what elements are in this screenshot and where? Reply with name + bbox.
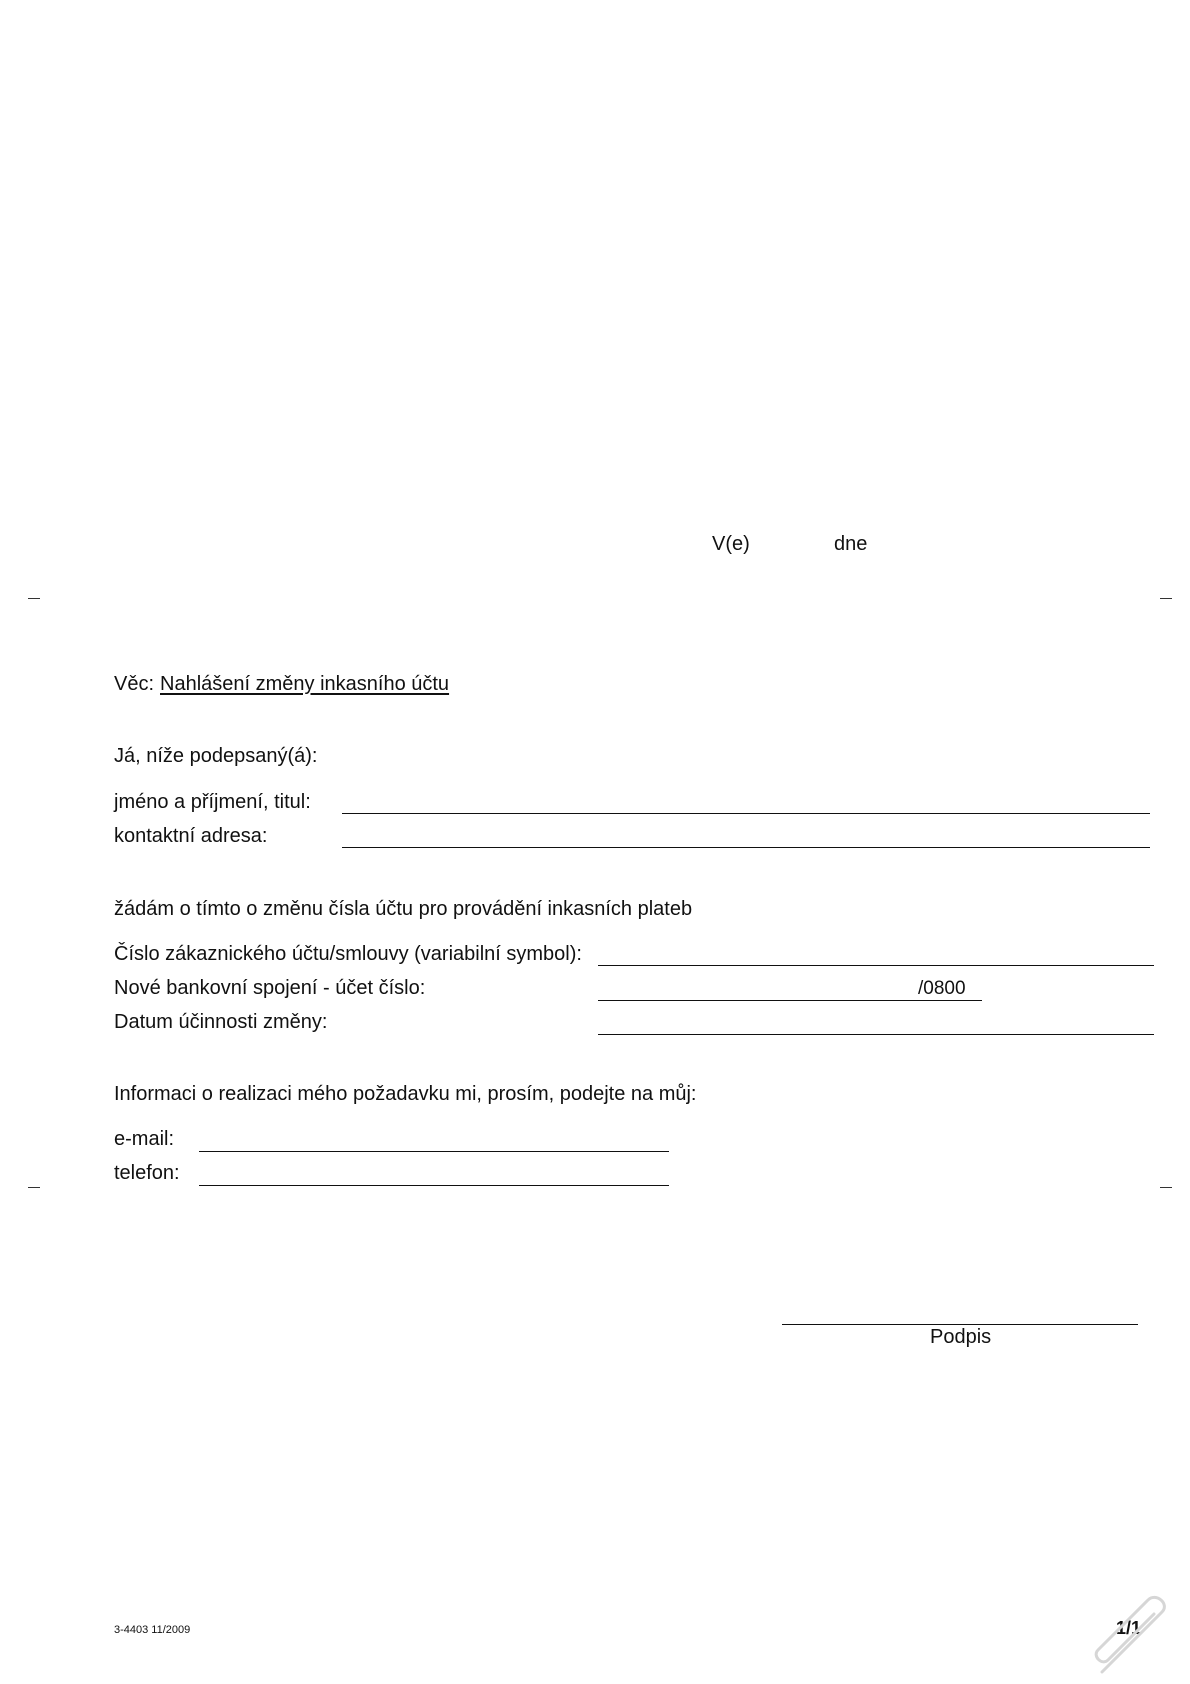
effective-date-label: Datum účinnosti změny:	[114, 1011, 328, 1033]
name-field[interactable]	[342, 813, 1150, 814]
contact-intro: Informaci o realizaci mého požadavku mi, prosím, podejte na můj:	[114, 1083, 697, 1105]
bank-code: /0800	[918, 978, 966, 999]
customer-account-field[interactable]	[598, 965, 1154, 966]
declarant-intro: Já, níže podepsaný(á):	[114, 745, 318, 767]
customer-account-label: Číslo zákaznického účtu/smlouvy (variabilní symbol):	[114, 943, 582, 965]
address-label: kontaktní adresa:	[114, 825, 268, 847]
effective-date-field[interactable]	[598, 1034, 1154, 1035]
subject-text: Nahlášení změny inkasního účtu	[160, 673, 450, 695]
phone-label: telefon:	[114, 1162, 180, 1184]
new-account-label: Nové bankovní spojení - účet číslo:	[114, 977, 426, 999]
fold-mark-left-top	[28, 598, 40, 599]
date-label: dne	[834, 533, 868, 555]
email-label: e-mail:	[114, 1128, 175, 1150]
address-field[interactable]	[342, 847, 1150, 848]
subject-label: Věc:	[114, 673, 155, 695]
email-field[interactable]	[199, 1151, 669, 1152]
place-label: V(e)	[712, 533, 750, 555]
paperclip-icon	[1084, 1588, 1180, 1684]
name-label: jméno a příjmení, titul:	[114, 791, 311, 813]
fold-mark-right-bottom	[1160, 1187, 1172, 1188]
phone-field[interactable]	[199, 1185, 669, 1186]
request-text: žádám o tímto o změnu čísla účtu pro provádění inkasních plateb	[114, 898, 693, 920]
signature-field[interactable]	[782, 1324, 1138, 1325]
fold-mark-left-bottom	[28, 1187, 40, 1188]
form-code: 3-4403 11/2009	[114, 1624, 191, 1636]
fold-mark-right-top	[1160, 598, 1172, 599]
signature-label: Podpis	[930, 1326, 992, 1348]
page-number: 1/1	[1116, 1618, 1142, 1638]
new-account-field[interactable]	[598, 1000, 982, 1001]
